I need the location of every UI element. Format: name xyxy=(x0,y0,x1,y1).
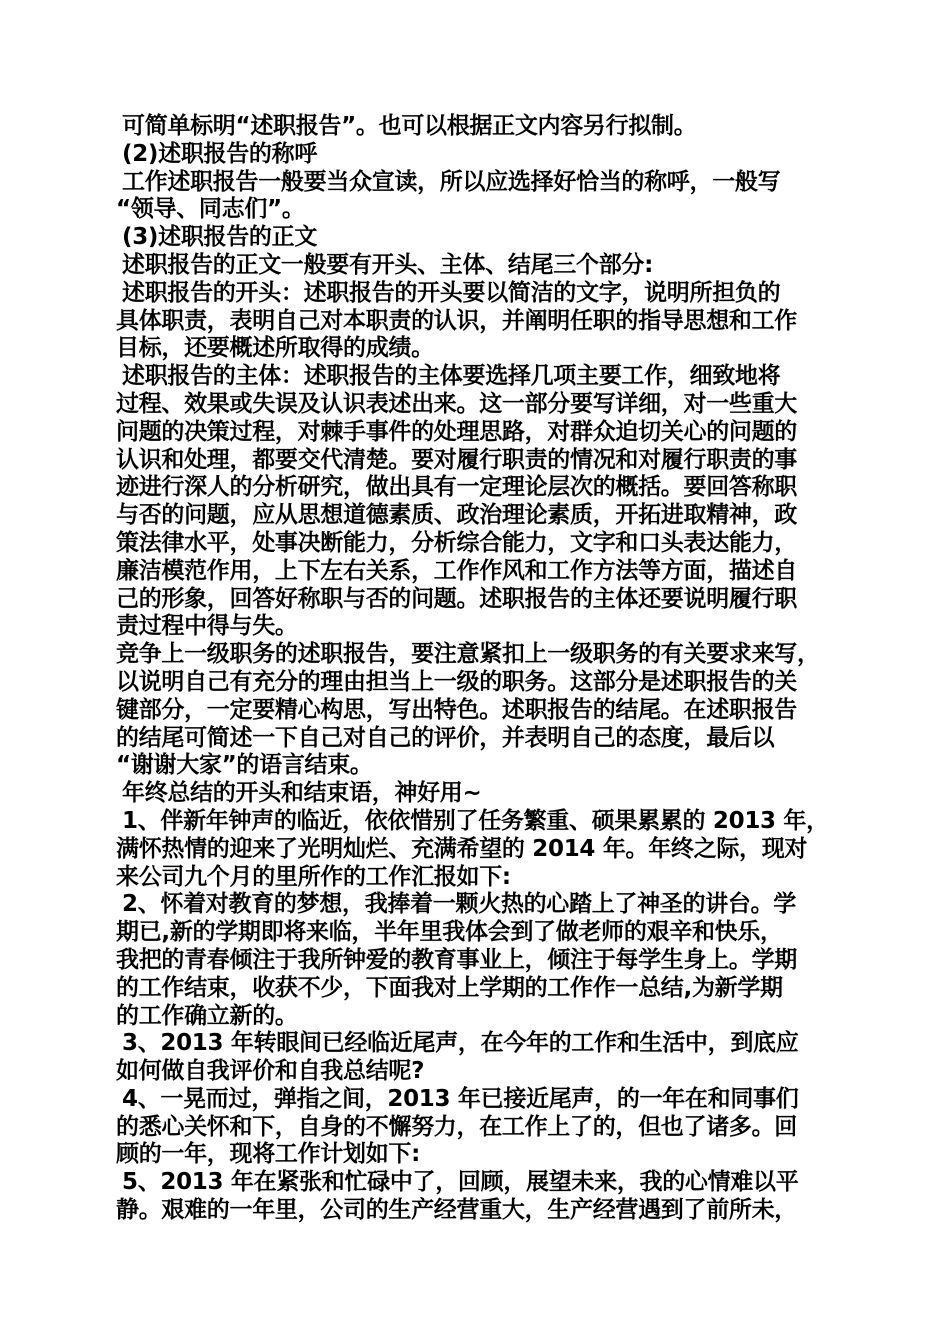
text-line: 问题的决策过程，对棘手事件的处理思路，对群众迫切关心的问题的 xyxy=(116,418,798,445)
list-item: 2、怀着对教育的梦想，我捧着一颗火热的心踏上了神圣的讲台。学 xyxy=(122,891,797,918)
text-line: 述职报告的主体：述职报告的主体要选择几项主要工作，细致地将 xyxy=(122,363,781,390)
text-line: 与否的问题，应从思想道德素质、政治理论素质，开拓进取精神，政 xyxy=(116,502,798,529)
text-line: 目标，还要概述所取得的成绩。 xyxy=(116,335,434,362)
text-line: 己的形象，回答好称职与否的问题。述职报告的主体还要说明履行职 xyxy=(116,585,798,612)
list-item: 3、2013 年转眼间已经临近尾声，在今年的工作和生活中，到底应 xyxy=(122,1030,799,1057)
text-line: 策法律水平，处事决断能力，分析综合能力，文字和口头表达能力， xyxy=(116,529,798,556)
list-item: 4、一晃而过，弹指之间，2013 年已接近尾声，的一年在和同事们 xyxy=(122,1085,799,1112)
section-heading: 年终总结的开头和结束语，神好用~ xyxy=(122,780,482,807)
section-heading: (2)述职报告的称呼 xyxy=(122,140,318,167)
text-line: 迹进行深人的分析研究，做出具有一定理论层次的概括。要回答称职 xyxy=(116,474,798,501)
list-item: 1、伴新年钟声的临近，依依惜别了任务繁重、硕果累累的 2013 年， xyxy=(122,807,829,834)
section-heading: (3)述职报告的正文 xyxy=(122,224,318,251)
text-line: 静。艰难的一年里，公司的生产经营重大，生产经营遇到了前所未， xyxy=(116,1197,798,1224)
text-line: 以说明自己有充分的理由担当上一级的职务。这部分是述职报告的关 xyxy=(116,668,798,695)
text-line: 我把的青春倾注于我所钟爱的教育事业上，倾注于每学生身上。学期 xyxy=(116,946,798,973)
text-line: 可简单标明“述职报告”。也可以根据正文内容另行拟制。 xyxy=(122,113,697,139)
text-line: 工作述职报告一般要当众宣读，所以应选择好恰当的称呼，一般写 xyxy=(122,168,781,195)
text-line: 期已,新的学期即将来临，半年里我体会到了做老师的艰辛和快乐， xyxy=(116,919,783,946)
text-line: 廉洁模范作用，上下左右关系，工作作风和工作方法等方面，描述自 xyxy=(116,557,798,584)
text-line: 的悉心关怀和下，自身的不懈努力，在工作上了的，但也了诸多。回 xyxy=(116,1113,798,1140)
list-item: 5、2013 年在紧张和忙碌中了，回顾，展望未来，我的心情难以平 xyxy=(122,1169,799,1196)
text-line: 的结尾可简述一下自己对自己的评价，并表明自己的态度，最后以 xyxy=(116,724,775,751)
text-line: 述职报告的正文一般要有开头、主体、结尾三个部分: xyxy=(122,251,653,278)
document-body xyxy=(116,113,840,1225)
text-line: 来公司九个月的里所作的工作汇报如下: xyxy=(116,863,511,890)
text-line: “领导、同志们”。 xyxy=(116,196,305,223)
text-line: 过程、效果或失误及认识表述出来。这一部分要写详细，对一些重大 xyxy=(116,390,798,417)
text-line: 具体职责，表明自己对本职责的认识，并阐明任职的指导思想和工作 xyxy=(116,307,798,334)
text-line: 的工作结束，收获不少，下面我对上学期的工作作一总结,为新学期 xyxy=(116,974,783,1001)
text-line: 竞争上一级职务的述职报告，要注意紧扣上一级职务的有关要求来写， xyxy=(116,641,820,668)
text-line: 认识和处理，都要交代清楚。要对履行职责的情况和对履行职责的事 xyxy=(116,446,798,473)
text-line: 述职报告的开头：述职报告的开头要以简洁的文字，说明所担负的 xyxy=(122,279,781,306)
text-line: 责过程中得与失。 xyxy=(116,613,298,640)
text-line: 如何做自我评价和自我总结呢? xyxy=(116,1058,425,1085)
text-line: 满怀热情的迎来了光明灿烂、充满希望的 2014 年。年终之际，现对 xyxy=(116,835,808,862)
text-line: 顾的一年，现将工作计划如下: xyxy=(116,1141,420,1168)
text-line: “谢谢大家”的语言结束。 xyxy=(116,752,373,779)
text-line: 的工作确立新的。 xyxy=(116,1002,298,1029)
text-line: 键部分，一定要精心构思，写出特色。述职报告的结尾。在述职报告 xyxy=(116,696,798,723)
